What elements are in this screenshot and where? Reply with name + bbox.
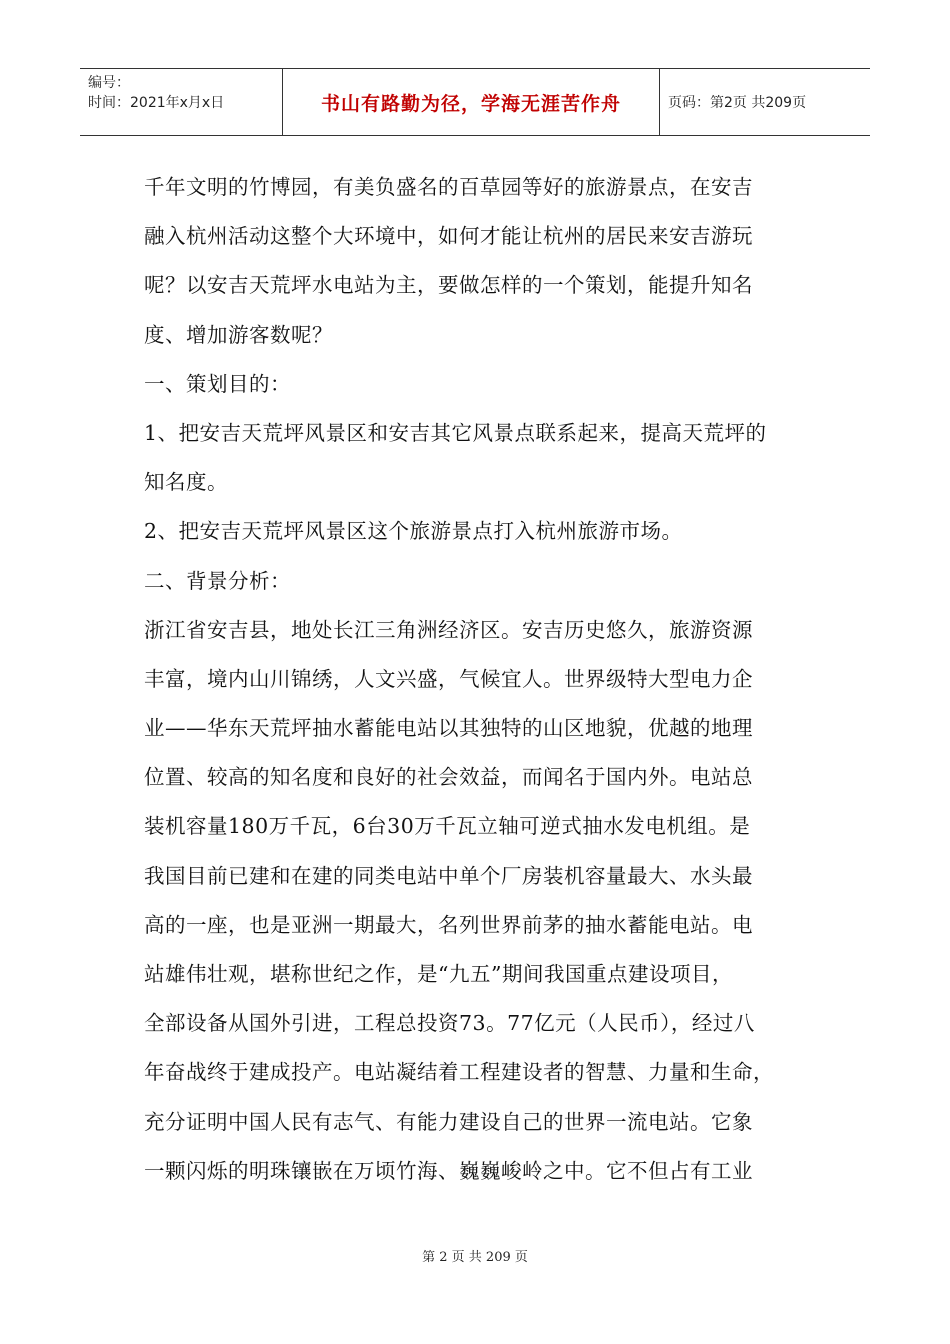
body-line: 高的一座，也是亚洲一期最大，名列世界前茅的抽水蓄能电站。电: [144, 912, 753, 937]
body-line: 位置、较高的知名度和良好的社会效益，而闻名于国内外。电站总: [144, 765, 753, 790]
page-info: 页码：第2页 共209页: [668, 95, 807, 111]
body-line: 一颗闪烁的明珠镶嵌在万顷竹海、巍巍峻岭之中。它不但占有工业: [144, 1158, 753, 1183]
body-line: 呢？以安吉天荒坪水电站为主，要做怎样的一个策划，能提升知名: [144, 273, 753, 298]
footer-page-number: 第 2 页 共 209 页: [422, 1250, 528, 1265]
body-line: 全部设备从国外引进，工程总投资73。77亿元（人民币），经过八: [144, 1011, 755, 1036]
motto-text: 书山有路勤为径，学海无涯苦作舟: [320, 92, 621, 115]
time-label: 时间：2021年x月x日: [88, 95, 225, 111]
page-footer: [0, 1246, 950, 1265]
body-line: 融入杭州活动这整个大环境中，如何才能让杭州的居民来安吉游玩: [144, 224, 753, 249]
body-line: 千年文明的竹博园，有美负盛名的百草园等好的旅游景点，在安吉: [144, 175, 753, 199]
body-line: 2、把安吉天荒坪风景区这个旅游景点打入杭州旅游市场。: [144, 519, 683, 544]
body-line: 业——华东天荒坪抽水蓄能电站以其独特的山区地貌，优越的地理: [144, 716, 753, 741]
body-line: 1、把安吉天荒坪风景区和安吉其它风景点联系起来，提高天荒坪的: [144, 420, 767, 445]
body-line: 我国目前已建和在建的同类电站中单个厂房装机容量最大、水头最: [144, 863, 753, 888]
body-line: 丰富，境内山川锦绣，人文兴盛，气候宜人。世界级特大型电力企: [144, 666, 753, 691]
body-line: 充分证明中国人民有志气、有能力建设自己的世界一流电站。它象: [144, 1109, 753, 1134]
body-line: 浙江省安吉县，地处长江三角洲经济区。安吉历史悠久，旅游资源: [144, 617, 753, 642]
header-motto-cell: [283, 69, 660, 135]
body-line: 装机容量180万千瓦，6台30万千瓦立轴可逆式抽水发电机组。是: [144, 814, 751, 839]
document-body: [144, 163, 814, 1196]
body-line: 站雄伟壮观，堪称世纪之作，是“九五”期间我国重点建设项目，: [144, 962, 733, 986]
number-label: 编号：: [88, 75, 130, 91]
header-page-cell: [660, 69, 870, 135]
header-meta-cell: [80, 69, 283, 135]
body-line: 知名度。: [144, 470, 228, 495]
section-heading: 二、背景分析：: [144, 568, 291, 593]
page-header: [80, 68, 870, 136]
body-line: 度、增加游客数呢？: [144, 322, 333, 347]
section-heading: 一、策划目的：: [144, 371, 291, 396]
body-line: 年奋战终于建成投产。电站凝结着工程建设者的智慧、力量和生命，: [144, 1060, 774, 1085]
